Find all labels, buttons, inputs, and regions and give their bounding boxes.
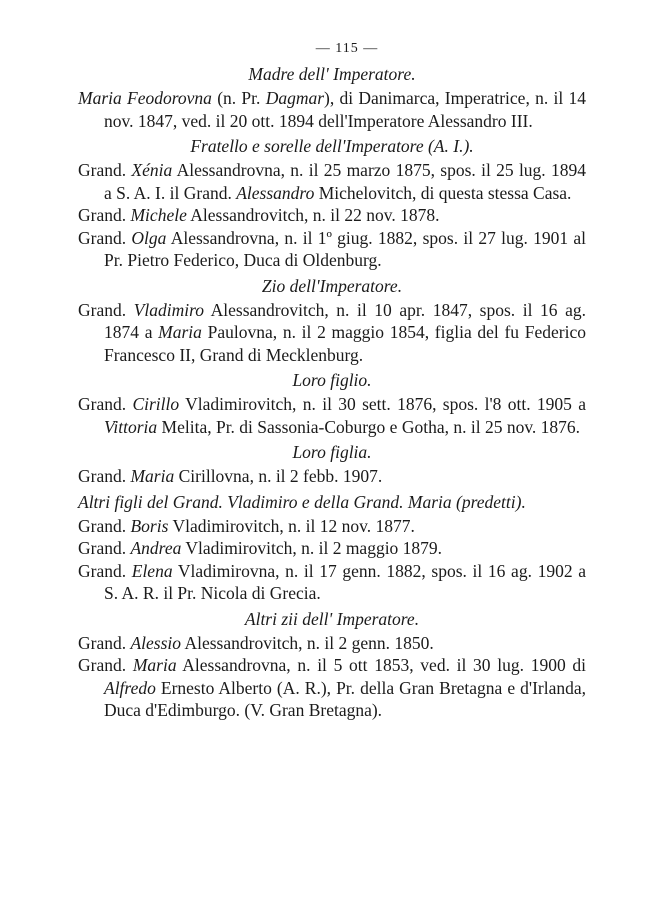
entry: Grand. Xénia Alessandrovna, n. il 25 marzo 1875, spos. il 25 lug. 1894 a S. A. I. il Grand. Alessandro Michelovitch, di questa stessa Casa. — [78, 160, 586, 203]
entry-name: Andrea — [130, 538, 182, 558]
entry-name: Michele — [130, 205, 187, 225]
section-heading: Altri figli del Grand. Vladimiro e della Grand. Maria (predetti). — [78, 491, 526, 512]
section-heading: Loro figlio. — [292, 370, 372, 390]
section-heading: Madre dell' Imperatore. — [248, 64, 416, 84]
entry-name: Xénia — [131, 160, 173, 180]
entry-name: Maria Feodorovna — [78, 88, 212, 108]
section-heading: Altri zii dell' Imperatore. — [244, 608, 420, 629]
entry-name: Elena — [131, 560, 173, 581]
entry-name: Maria — [130, 466, 175, 486]
page-number: — 115 — — [315, 41, 379, 56]
entry-name: Olga — [131, 227, 167, 248]
entry: Maria Feodorovna (n. Pr. Dagmar), di Danimarca, Imperatrice, n. il 14 nov. 1847, ved. il 20 ott. 1894 dell'Imperatore Alessandro III. — [78, 88, 587, 131]
entry: Grand. Elena Vladimirovna, n. il 17 genn. 1882, spos. il 16 ag. 1902 a S. A. R. il Pr. Nicola di Grecia. — [78, 560, 586, 603]
entry-name: Boris — [130, 515, 169, 536]
entry-name: Alessio — [130, 632, 182, 653]
entry: Grand. Vladimiro Alessandrovitch, n. il 10 apr. 1847, spos. il 16 ag. 1874 a Maria Paulovna, n. il 2 maggio 1854, figlia del fu Federico Francesco II, Grand di Mecklenburg. — [78, 299, 586, 365]
section-heading: Zio dell'Imperatore. — [261, 275, 403, 296]
entry: Grand. Olga Alessandrovna, n. il 1º giug. 1882, spos. il 27 lug. 1901 al Pr. Pietro Federico, Duca di Oldenburg. — [78, 227, 587, 270]
entry: Grand. Cirillo Vladimirovitch, n. il 30 sett. 1876, spos. l'8 ott. 1905 a Vittoria Melita, Pr. di Sassonia-Coburgo e Gotha, n. il 25 nov. 1876. — [78, 394, 586, 437]
section-heading: Loro figlia. — [292, 442, 372, 462]
entry: Grand. Maria Alessandrovna, n. il 5 ott 1853, ved. il 30 lug. 1900 di Alfredo Ernesto Alberto (A. R.), Pr. della Gran Bretagna e d'Irlanda, Duca d'Edimburgo. (V. Gran Bretagna). — [78, 655, 587, 720]
entry-name: Maria — [132, 655, 177, 675]
entry: Grand. Andrea Vladimirovitch, n. il 2 maggio 1879. — [78, 538, 443, 558]
entry-name: Cirillo — [132, 394, 180, 414]
entry: Grand. Boris Vladimirovitch, n. il 12 nov. 1877. — [78, 515, 415, 536]
entry-name: Vladimiro — [133, 299, 205, 320]
entry: Grand. Maria Cirillovna, n. il 2 febb. 1907. — [78, 466, 383, 486]
section-heading: Fratello e sorelle dell'Imperatore (A. I.). — [190, 136, 474, 156]
entry: Grand. Michele Alessandrovitch, n. il 22 nov. 1878. — [78, 205, 440, 225]
entry: Grand. Alessio Alessandrovitch, n. il 2 genn. 1850. — [78, 632, 434, 653]
